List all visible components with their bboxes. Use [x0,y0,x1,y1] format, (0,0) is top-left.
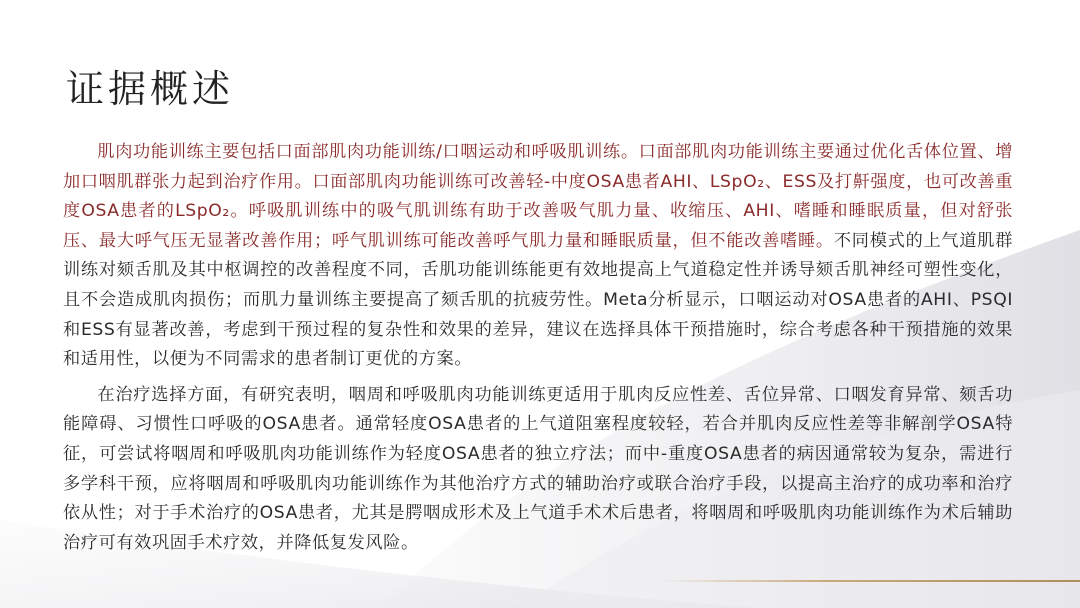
body-text [63,138,1013,558]
paragraph-1-rest: 不同模式的上气道肌群训练对颏舌肌及其中枢调控的改善程度不同，舌肌功能训练能更有效地提高上气道稳定性并诱导颏舌肌神经可塑性变化，且不会造成肌肉损伤；而肌力量训练主要提高了颏舌肌的抗疲劳性。Meta分析显示，口咽运动对OSA患者的AHI、PSQI和ESS有显著改善，考虑到干预过程的复杂性和效果的差异，建议在选择具体干预措施时，综合考虑各种干预措施的效果和适用性，以便为不同需求的患者制订更优的方案。 [63,230,1013,370]
paragraph-1 [63,138,1013,375]
page-title: 证据概述 [66,67,235,111]
paragraph-1-highlighted: 肌肉功能训练主要包括口面部肌肉功能训练/口咽运动和呼吸肌训练。口面部肌肉功能训练主要通过优化舌体位置、增加口咽肌群张力起到治疗作用。口面部肌肉功能训练可改善轻-中度OSA患者AHI、LSpO₂、ESS及打鼾强度，也可改善重度OSA患者的LSpO₂。呼吸肌训练中的吸气肌训练有助于改善吸气肌力量、收缩压、AHI、嗜睡和睡眠质量，但对舒张压、最大呼气压无显著改善作用；呼气肌训练可能改善呼气肌力量和睡眠质量，但不能改善嗜睡。 [63,142,1013,251]
paragraph-2: 在治疗选择方面，有研究表明，咽周和呼吸肌肉功能训练更适用于肌肉反应性差、舌位异常、口咽发育异常、颏舌功能障碍、习惯性口呼吸的OSA患者。通常轻度OSA患者的上气道阻塞程度较轻，若合并肌肉反应性差等非解剖学OSA特征，可尝试将咽周和呼吸肌肉功能训练作为轻度OSA患者的独立疗法；而中-重度OSA患者的病因通常较为复杂，需进行多学科干预，应将咽周和呼吸肌肉功能训练作为其他治疗方式的辅助治疗或联合治疗手段，以提高主治疗的成功率和治疗依从性；对于手术治疗的OSA患者，尤其是腭咽成形术及上气道手术术后患者，将咽周和呼吸肌肉功能训练作为术后辅助治疗可有效巩固手术疗效，并降低复发风险。 [63,384,1013,553]
decorative-gold-line [660,580,1080,582]
